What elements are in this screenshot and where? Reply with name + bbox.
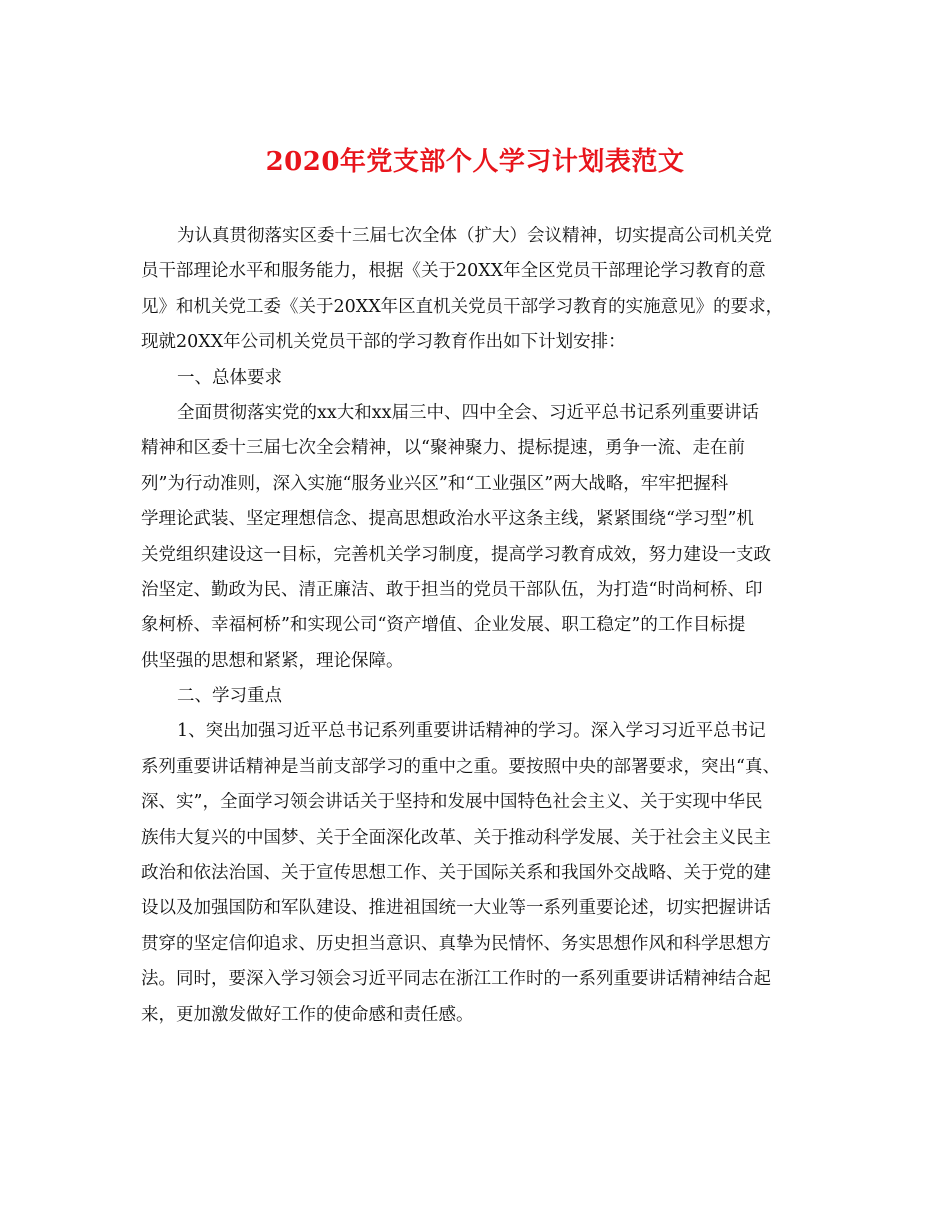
paragraph-requirements-line: 列”为行动准则，深入实施“服务业兴区”和“工业强区”两大战略，牢牢把握科	[141, 473, 729, 494]
paragraph-requirements-line: 象柯桥、幸福柯桥”和实现公司“资产增值、企业发展、职工稳定”的工作目标提	[141, 615, 746, 636]
paragraph-focus-line: 来，更加激发做好工作的使命感和责任感。	[141, 1004, 474, 1025]
paragraph-requirements-line: 精神和区委十三届七次全会精神，以“聚神聚力、提标提速，勇争一流、走在前	[141, 438, 745, 459]
paragraph-requirements-line: 学理论武装、坚定理想信念、提高思想政治水平这条主线，紧紧围绕“学习型”机	[141, 509, 754, 530]
paragraph-intro-line: 见》和机关党工委《关于20XX年区直机关党员干部学习教育的实施意见》的要求，	[141, 296, 784, 317]
paragraph-focus-line: 1、突出加强习近平总书记系列重要讲话精神的学习。深入学习习近平总书记	[177, 721, 766, 742]
paragraph-focus-line: 深、实”，全面学习领会讲话关于坚持和发展中国特色社会主义、关于实现中华民	[141, 792, 763, 813]
paragraph-intro-line: 现就20XX年公司机关党员干部的学习教育作出如下计划安排：	[141, 332, 626, 353]
paragraph-intro-line: 为认真贯彻落实区委十三届七次全体（扩大）会议精神，切实提高公司机关党	[177, 226, 772, 246]
paragraph-focus-line: 法。同时，要深入学习领会习近平同志在浙江工作时的一系列重要讲话精神结合起	[141, 969, 771, 990]
document-title: 2020年党支部个人学习计划表范文	[265, 147, 685, 177]
paragraph-intro-line: 员干部理论水平和服务能力，根据《关于20XX年全区党员干部理论学习教育的意	[141, 261, 766, 282]
paragraph-focus-line: 政治和依法治国、关于宣传思想工作、关于国际关系和我国外交战略、关于党的建	[141, 863, 771, 884]
document-body	[141, 219, 811, 1033]
paragraph-requirements-line: 关党组织建设这一目标，完善机关学习制度，提高学习教育成效，努力建设一支政	[141, 544, 771, 565]
paragraph-focus-line: 系列重要讲话精神是当前支部学习的重中之重。要按照中央的部署要求，突出“真、	[141, 756, 780, 777]
paragraph-requirements-line: 全面贯彻落实党的xx大和xx届三中、四中全会、习近平总书记系列重要讲话	[177, 402, 759, 423]
paragraph-focus-line: 设以及加强国防和军队建设、推进祖国统一大业等一系列重要论述，切实把握讲话	[141, 898, 771, 919]
section-heading-study-focus: 二、学习重点	[177, 686, 282, 707]
paragraph-requirements-line: 供坚强的思想和紧紧，理论保障。	[141, 650, 404, 671]
paragraph-focus-line: 贯穿的坚定信仰追求、历史担当意识、真挚为民情怀、务实思想作风和科学思想方	[141, 933, 771, 954]
section-heading-general-requirements: 一、总体要求	[177, 367, 282, 388]
paragraph-focus-line: 族伟大复兴的中国梦、关于全面深化改革、关于推动科学发展、关于社会主义民主	[141, 827, 771, 848]
paragraph-requirements-line: 治坚定、勤政为民、清正廉洁、敢于担当的党员干部队伍，为打造“时尚柯桥、印	[141, 579, 763, 600]
